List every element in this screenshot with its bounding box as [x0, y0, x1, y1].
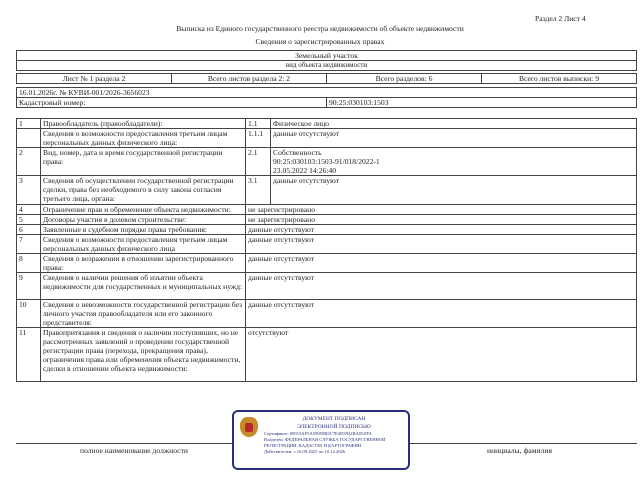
- object-type-table: [16, 50, 637, 71]
- table-row: [17, 148, 637, 176]
- row-subnumber: 1.1.1: [246, 129, 271, 148]
- total-sheets: Всего листов выписки: 9: [482, 74, 637, 84]
- row-subnumber: 1.1: [246, 119, 271, 129]
- row-value: отсутствуют: [246, 328, 637, 382]
- info-table: [16, 87, 637, 108]
- row-value: данные отсутствуют: [246, 254, 637, 273]
- row-value: данные отсутствуют: [246, 300, 637, 328]
- table-row: [17, 300, 637, 328]
- row-number: [17, 129, 41, 148]
- row-value: данные отсутствуют: [271, 129, 637, 148]
- table-row: [17, 235, 637, 254]
- right-type: Собственность: [273, 148, 322, 157]
- row-value: не зарегистрировано: [246, 215, 637, 225]
- row-label: Сведения о наличии решения об изъятии объекта недвижимости для государственных и муниципальных нужд:: [41, 273, 246, 300]
- row-number: 4: [17, 205, 41, 215]
- total-sections: Всего разделов: 6: [327, 74, 482, 84]
- row-number: 2: [17, 148, 41, 176]
- sheet-number: Лист № 1 раздела 2: [17, 74, 172, 84]
- registration-date: 23.05.2022 14:26:40: [273, 166, 337, 175]
- row-label: Правообладатель (правообладатели):: [41, 119, 246, 129]
- row-label: Договоры участия в долевом строительстве:: [41, 215, 246, 225]
- stamp-line1: ДОКУМЕНТ ПОДПИСАН: [302, 416, 366, 422]
- row-number: 1: [17, 119, 41, 129]
- row-label: Сведения о возможности предоставления третьим лицам персональных данных физического лица:: [41, 129, 246, 148]
- table-row: [17, 176, 637, 205]
- cadastral-value: 90:25:030103:1503: [327, 98, 637, 108]
- cadastral-label: Кадастровый номер:: [17, 98, 327, 108]
- electronic-signature-stamp: [232, 410, 410, 470]
- row-number: 8: [17, 254, 41, 273]
- table-row: [17, 254, 637, 273]
- document-title: Выписка из Единого государственного реестра недвижимости об объекте недвижимости: [176, 24, 464, 33]
- position-caption: полное наименование должности: [80, 446, 188, 455]
- row-label: Вид, номер, дата и время государственной регистрации права:: [41, 148, 246, 176]
- row-label: Сведения о возможности предоставления третьим лицам персональных данных физического лица: [41, 235, 246, 254]
- document-number: 16.01.2026г. № КУВИ-001/2026-3656023: [17, 88, 637, 98]
- row-value: данные отсутствуют: [246, 225, 637, 235]
- table-row: [17, 273, 637, 300]
- row-value: данные отсутствуют: [246, 235, 637, 254]
- document-subtitle: Сведения о зарегистрированных правах: [255, 37, 385, 46]
- table-row: [17, 205, 637, 215]
- table-row: [17, 129, 637, 148]
- row-value: не зарегистрировано: [246, 205, 637, 215]
- row-number: 11: [17, 328, 41, 382]
- stamp-certificate: Сертификат: 00913AF5A59950B5C7E4D3922BA05ZFA: [264, 431, 372, 436]
- row-number: 10: [17, 300, 41, 328]
- table-row: [17, 328, 637, 382]
- row-value: данные отсутствуют: [246, 273, 637, 300]
- row-number: 3: [17, 176, 41, 205]
- row-number: 6: [17, 225, 41, 235]
- row-label: Ограничение прав и обременение объекта недвижимости:: [41, 205, 246, 215]
- table-row: [17, 225, 637, 235]
- stamp-line2: ЭЛЕКТРОННОЙ ПОДПИСЬЮ: [297, 424, 371, 430]
- row-value: данные отсутствуют: [271, 176, 637, 205]
- table-row: [17, 215, 637, 225]
- rights-table: [16, 118, 637, 382]
- name-caption: инициалы, фамилия: [487, 446, 552, 455]
- row-subnumber: 3.1: [246, 176, 271, 205]
- object-type: Земельный участок: [17, 51, 637, 61]
- row-label: Сведения о невозможности государственной регистрации без личного участия правообладателя или его законного представителя:: [41, 300, 246, 328]
- row-label: Заявленные в судебном порядке права требования:: [41, 225, 246, 235]
- row-number: 9: [17, 273, 41, 300]
- signature-line-right: [410, 443, 637, 444]
- sheets-table: [16, 73, 637, 84]
- row-label: Сведения об осуществлении государственной регистрации сделки, права без необходимого в силу закона согласия третьего лица, органа:: [41, 176, 246, 205]
- stamp-owner: Владелец: ФЕДЕРАЛЬНАЯ СЛУЖБА ГОСУДАРСТВЕННОЙ: [264, 437, 386, 442]
- row-label: Сведения о возражении в отношении зарегистрированного права:: [41, 254, 246, 273]
- row-subnumber: 2.1: [246, 148, 271, 176]
- row-value: Физическое лицо: [271, 119, 637, 129]
- section-sheet: Раздел 2 Лист 4: [535, 14, 586, 23]
- row-label: Правопритязания и сведения о наличии поступивших, но не рассмотренных заявлений о проведении государственной регистрации права (перехода, прекращения права), ограничения права или обременения объекта недвижимости, сделки в отношении объекта недвижимости:: [41, 328, 246, 382]
- row-number: 5: [17, 215, 41, 225]
- object-type-caption: вид объекта недвижимости: [17, 61, 637, 71]
- total-section-sheets: Всего листов раздела 2: 2: [172, 74, 327, 84]
- emblem-icon: [240, 417, 258, 437]
- table-row: [17, 119, 637, 129]
- registration-number: 90:25:030103:1503-91/018/2022-1: [273, 157, 380, 166]
- signature-line-left: [16, 443, 232, 444]
- stamp-validity: Действителен: с 16.09.2025 по 10.12.2026: [264, 449, 346, 454]
- stamp-owner2: РЕГИСТРАЦИИ, КАДАСТРА И КАРТОГРАФИИ: [264, 443, 362, 448]
- row-value: [271, 148, 637, 176]
- row-number: 7: [17, 235, 41, 254]
